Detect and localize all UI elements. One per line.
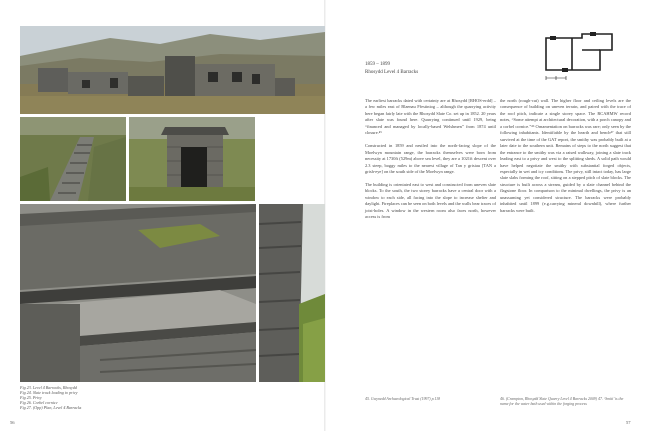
photo-wall-detail xyxy=(259,204,325,382)
paragraph: the north (rough-cut) wall. The higher floor and ceiling levels are the consequence of building on uneven terrain, and paired with the trace of the roof pitch, indicate a single storey space. The RCAHMW record notes, “Some attempt at architectural decoration, with a porch canopy and a corbel cornice.”⁴⁶ Ornamentation on barracks was rare; only seen by the following inhabitants. Identifiable by the hearth and bench⁴⁷ that still survived at the time of the GAT report, the smithy was probably built at a later date to the southern unit. Remains of steps to the north suggest that the entrance to the smithy was via a raised walkway, joining a slate track leading east to a privy and west to the splitting sheds. A solid path would have helped negotiate the smithy with substantial forged objects, especially in wet and icy conditions. The privy, still intact today, has large slate slabs forming the roof, sitting on a stepped pitch of slate blocks. The structure is built across a stream, guided by a slate channel behind the flagstone floor. In comparison to the minimal dwellings, the privy is an unassuming yet considered structure. The barracks were probably inhabited until 1899 (e.g.carrying mineral downhill), where further barracks were built. xyxy=(500,98,631,213)
photo-corbel-cornice xyxy=(20,204,256,382)
caption: Fig 24. Slate track leading to privy xyxy=(20,390,78,395)
figure-captions xyxy=(20,385,81,410)
caption: Fig 26. Corbel cornice xyxy=(20,400,58,405)
paragraph: The building is orientated east to west and constructed from uneven slate blocks. To the south, the two storey barracks have a central door with a window to each side, all facing into the slope to increase shelter and daylight. Fireplaces can be seen on both levels and the walls bear traces of joist-holes. A window in the western room also faces north, however access is from xyxy=(365,181,496,220)
photo-level4-barracks xyxy=(20,26,325,114)
caption: Fig 25. Privy xyxy=(20,395,42,400)
paragraph: The earliest barracks dated with certainty are at Rhosydd [RHOS-erdd] – a few miles east of Blaenau Ffestiniog – although the quarrying activity here began fairly late with the Rhosydd Slate Co. set up in 1852. 20 years after slate was found here. Quarrying continued until 1929, being “financed and managed by locally-based Welshmen” from 1874 until closure.⁴⁵ xyxy=(365,98,496,136)
photo-slate-track xyxy=(20,117,126,201)
paragraph: Constructed in 1859 and nestled into the north-facing slope of the Moelwyn mountain range, the barracks themselves were born from necessity at 1730ft (529m) above sea level, they are a 1021ft descent over 2.3 steep, boggy miles to the nearest village of Tan y grisiau [TAN a grish-eye] on the south side of the Moelwyn range. xyxy=(365,143,496,174)
heading-name: Rhosydd Level 4 Barracks xyxy=(365,70,419,75)
section-heading xyxy=(365,61,418,77)
body-column-left xyxy=(365,98,496,227)
heading-years: 1859 – 1899 xyxy=(365,62,390,67)
page-number-left: 56 xyxy=(10,420,15,425)
caption: Fig 23. Level 4 Barracks, Rhosydd xyxy=(20,385,77,390)
body-column-right xyxy=(500,98,631,221)
photo-privy xyxy=(129,117,255,201)
footnote-left: 45. Gwynedd Archaeological Trust (1997) p.118 xyxy=(365,397,441,401)
page-number-right: 57 xyxy=(626,420,631,425)
floor-plan-drawing xyxy=(538,26,618,82)
footnote-right: 46. (Crampton, Rhosydd Slate Quarry Level 4 Barracks 2009) 47. ‘Smiti’ is the name for the water bath used within the forging process xyxy=(500,397,624,406)
caption: Fig 27. (Opp) Plan, Level 4 Barracks xyxy=(20,405,82,410)
